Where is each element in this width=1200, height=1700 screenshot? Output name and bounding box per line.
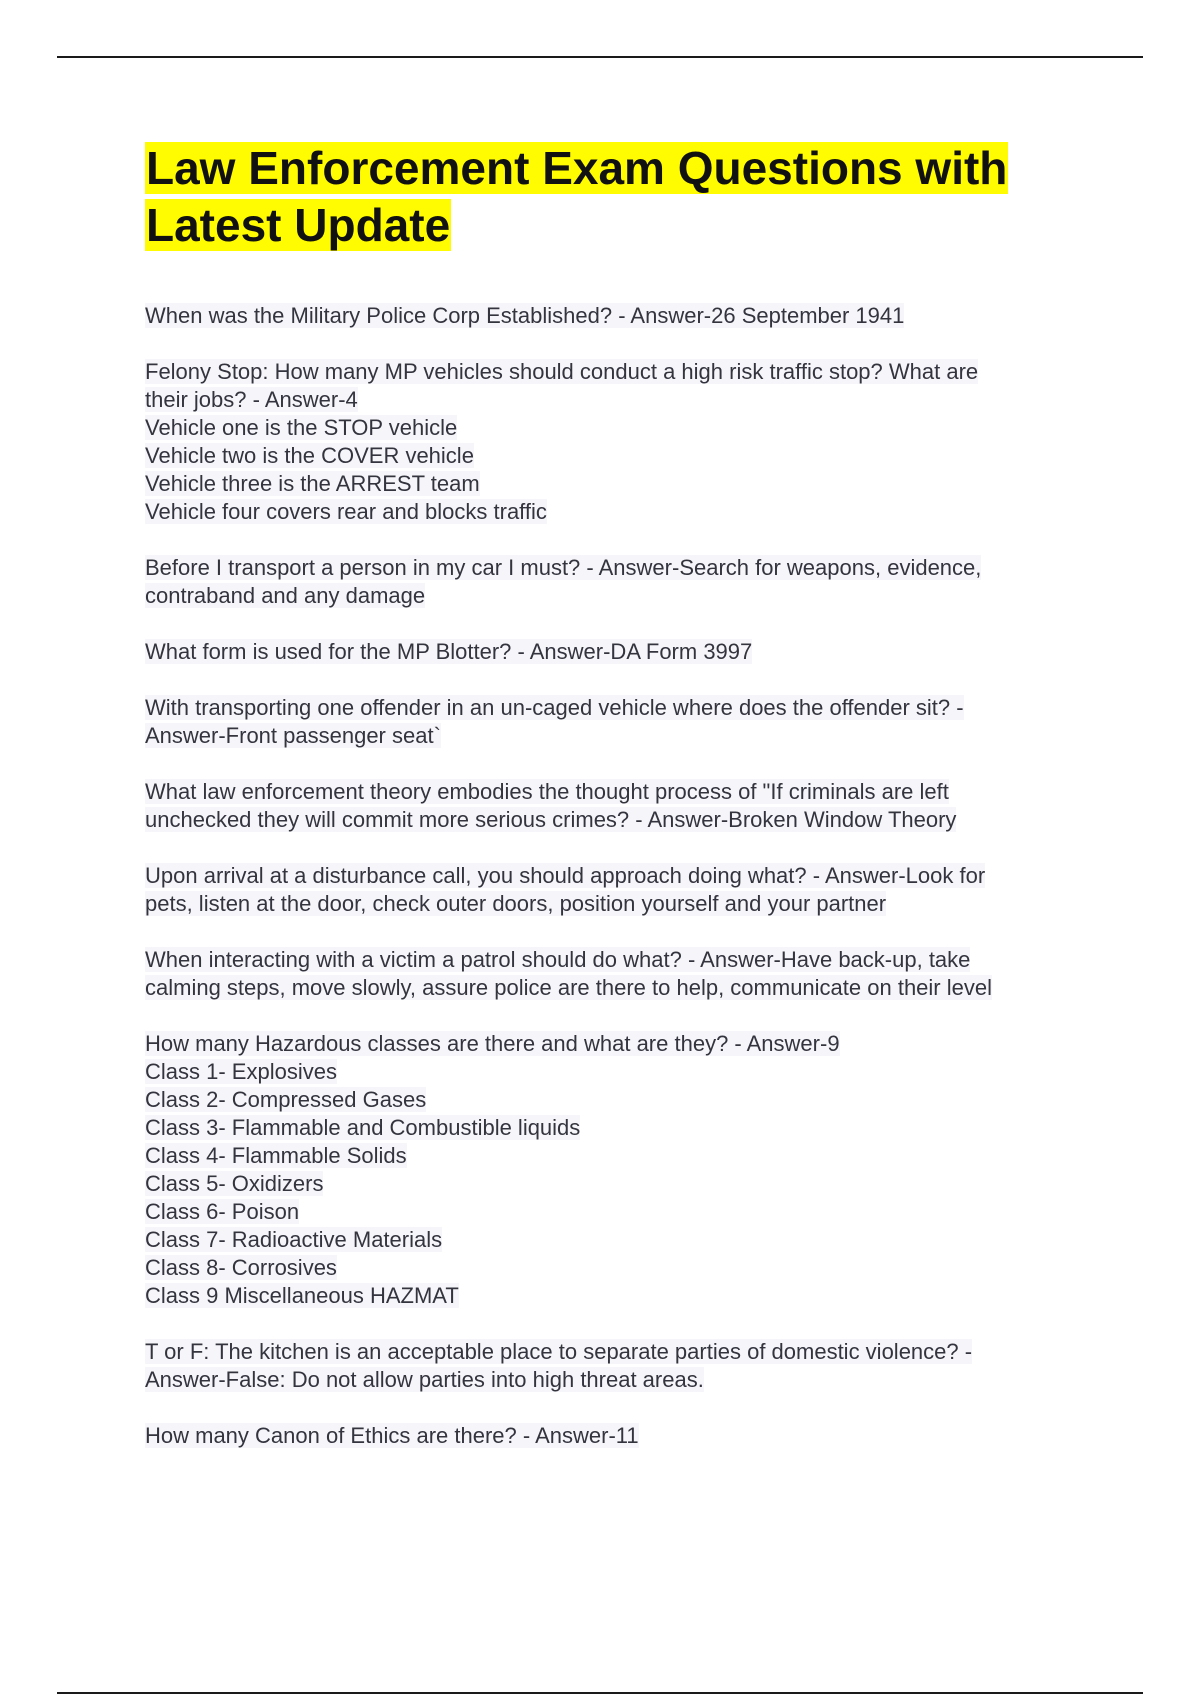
- page-bottom-rule: [57, 1692, 1143, 1694]
- qa-line-text: With transporting one offender in an un-caged vehicle where does the offender sit? -: [145, 695, 964, 720]
- qa-item: [145, 638, 1085, 666]
- qa-line: [145, 1422, 1085, 1450]
- qa-line-text: Class 3- Flammable and Combustible liquids: [145, 1115, 581, 1140]
- qa-line: [145, 302, 1085, 330]
- qa-line-text: What law enforcement theory embodies the thought process of "If criminals are left: [145, 779, 949, 804]
- qa-item: [145, 946, 1085, 1002]
- qa-line-text: Class 8- Corrosives: [145, 1255, 337, 1280]
- qa-line: [145, 1226, 1085, 1254]
- qa-line: [145, 722, 1085, 750]
- qa-line-text: Class 9 Miscellaneous HAZMAT: [145, 1283, 459, 1308]
- qa-line-text: Class 1- Explosives: [145, 1059, 337, 1084]
- qa-item: [145, 862, 1085, 918]
- qa-line: [145, 1114, 1085, 1142]
- qa-line-text: Answer-False: Do not allow parties into high threat areas.: [145, 1367, 704, 1392]
- qa-line-text: Class 5- Oxidizers: [145, 1171, 324, 1196]
- qa-line: [145, 358, 1085, 386]
- qa-line: [145, 638, 1085, 666]
- page-top-rule: [57, 56, 1143, 58]
- qa-line-text: How many Hazardous classes are there and what are they? - Answer-9: [145, 1031, 840, 1056]
- qa-line-text: Answer-Front passenger seat`: [145, 723, 441, 748]
- qa-line-text: their jobs? - Answer-4: [145, 387, 358, 412]
- qa-line: [145, 1142, 1085, 1170]
- qa-line-text: Class 4- Flammable Solids: [145, 1143, 407, 1168]
- qa-line-text: Vehicle one is the STOP vehicle: [145, 415, 458, 440]
- qa-line: [145, 1058, 1085, 1086]
- qa-line: [145, 1030, 1085, 1058]
- qa-line-text: What form is used for the MP Blotter? - Answer-DA Form 3997: [145, 639, 753, 664]
- qa-line-text: unchecked they will commit more serious crimes? - Answer-Broken Window Theory: [145, 807, 957, 832]
- qa-line-text: How many Canon of Ethics are there? - Answer-11: [145, 1423, 639, 1448]
- qa-line-text: Vehicle three is the ARREST team: [145, 471, 480, 496]
- qa-line-text: calming steps, move slowly, assure police are there to help, communicate on their level: [145, 975, 992, 1000]
- document-body: [145, 140, 1085, 1478]
- qa-line: [145, 778, 1085, 806]
- qa-line: [145, 1366, 1085, 1394]
- title-line: Law Enforcement Exam Questions with: [146, 142, 1008, 194]
- qa-item: [145, 302, 1085, 330]
- qa-line-text: Class 6- Poison: [145, 1199, 300, 1224]
- document-title: [145, 140, 1085, 254]
- qa-line: [145, 1170, 1085, 1198]
- qa-line: [145, 806, 1085, 834]
- qa-line: [145, 386, 1085, 414]
- qa-item: [145, 778, 1085, 834]
- qa-line: [145, 1198, 1085, 1226]
- qa-line-text: When interacting with a victim a patrol should do what? - Answer-Have back-up, take: [145, 947, 971, 972]
- qa-line: [145, 946, 1085, 974]
- qa-line: [145, 442, 1085, 470]
- qa-line-text: Felony Stop: How many MP vehicles should conduct a high risk traffic stop? What are: [145, 359, 979, 384]
- qa-line-text: Class 2- Compressed Gases: [145, 1087, 427, 1112]
- qa-line-text: Class 7- Radioactive Materials: [145, 1227, 443, 1252]
- title-line: Latest Update: [146, 199, 451, 251]
- qa-line: [145, 694, 1085, 722]
- qa-line-text: Before I transport a person in my car I must? - Answer-Search for weapons, evidence,: [145, 555, 982, 580]
- qa-line-text: pets, listen at the door, check outer doors, position yourself and your partner: [145, 891, 887, 916]
- qa-line: [145, 974, 1085, 1002]
- qa-line: [145, 554, 1085, 582]
- qa-line: [145, 1254, 1085, 1282]
- qa-item: [145, 1338, 1085, 1394]
- qa-line: [145, 1086, 1085, 1114]
- qa-line-text: T or F: The kitchen is an acceptable place to separate parties of domestic violence? -: [145, 1339, 973, 1364]
- qa-line: [145, 582, 1085, 610]
- qa-line-text: When was the Military Police Corp Established? - Answer-26 September 1941: [145, 303, 905, 328]
- qa-item: [145, 694, 1085, 750]
- qa-line-text: contraband and any damage: [145, 583, 426, 608]
- qa-list: [145, 302, 1085, 1450]
- qa-line: [145, 470, 1085, 498]
- qa-item: [145, 1030, 1085, 1310]
- qa-line: [145, 1282, 1085, 1310]
- qa-line: [145, 1338, 1085, 1366]
- qa-line-text: Vehicle two is the COVER vehicle: [145, 443, 474, 468]
- qa-line: [145, 890, 1085, 918]
- qa-item: [145, 554, 1085, 610]
- qa-line-text: Upon arrival at a disturbance call, you should approach doing what? - Answer-Look for: [145, 863, 986, 888]
- qa-line: [145, 414, 1085, 442]
- qa-item: [145, 1422, 1085, 1450]
- qa-line-text: Vehicle four covers rear and blocks traffic: [145, 499, 547, 524]
- qa-line: [145, 498, 1085, 526]
- qa-line: [145, 862, 1085, 890]
- qa-item: [145, 358, 1085, 526]
